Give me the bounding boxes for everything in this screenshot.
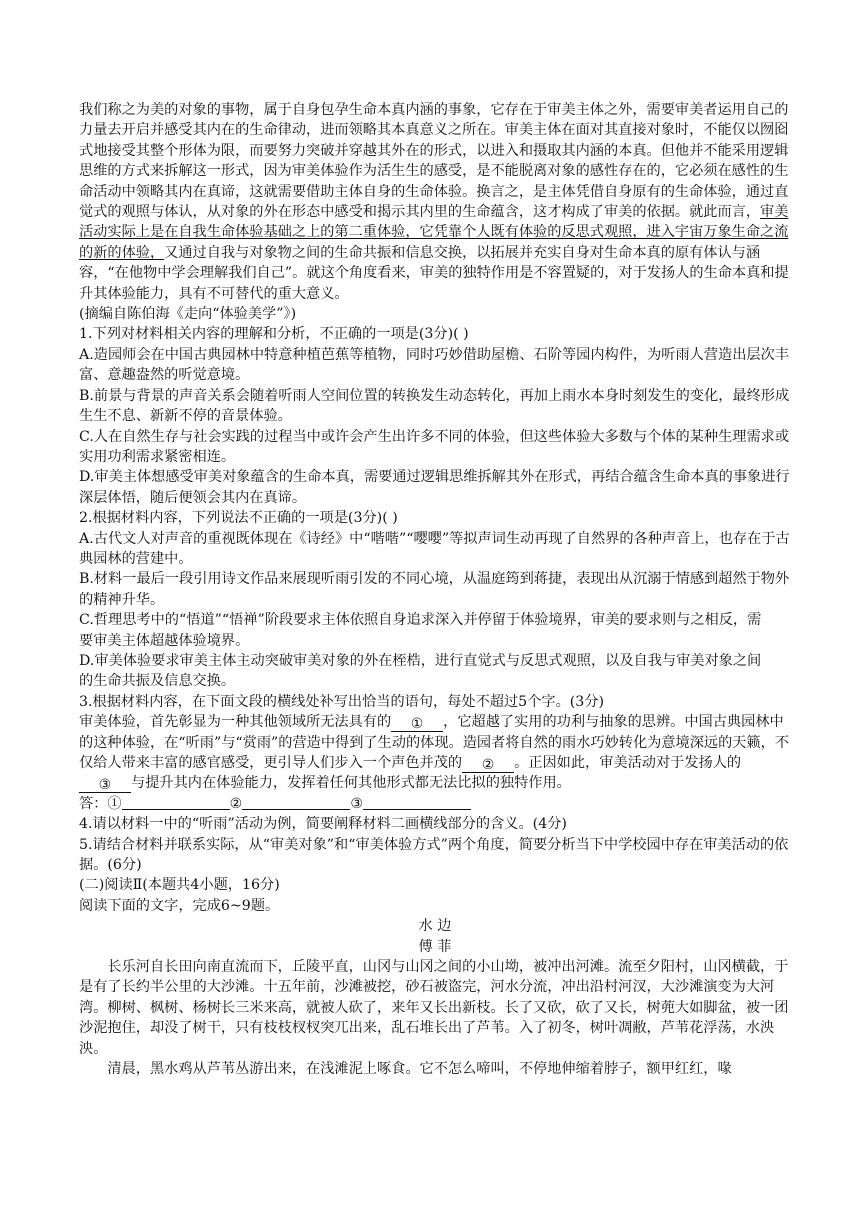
document-page xyxy=(79,100,791,1080)
q3-answer-label: 答： xyxy=(79,795,108,812)
q3-blank-1[interactable]: ① xyxy=(391,717,443,732)
article-paragraph-2: 清晨，黑水鸡从芦苇丛游出来，在浅滩泥上啄食。它不怎么啼叫，不停地伸缩着脖子，额甲红红，喙 xyxy=(107,1061,732,1078)
q2-option-c-line1: C.哲理思考中的“悟道”“悟禅”阶段要求主体依照自身追求深入并停留于体验境界，审美的要求则与之相反，需 xyxy=(79,612,762,629)
question-1: 1.下列对材料相关内容的理解和分析，不正确的一项是(3分)( ) xyxy=(79,326,469,343)
q3-answer-num-2: ② xyxy=(229,795,243,812)
q3-blank-3[interactable]: ③ xyxy=(79,778,131,793)
passage-text-b: 又通过自我与对象物之间的生命共振和信息交换，以拓展并充实自身对生命本真的原有体认与涵容，“在他物中学会理解我们自己”。就这个角度看来，审美的独特作用是不容置疑的，对于发扬人的生命本真和提升其体验能力，具有不可替代的重大意义。 xyxy=(79,244,789,302)
q2-option-c-line2: 要审美主体超越体验境界。 xyxy=(79,632,250,649)
q3-answer-row xyxy=(79,794,791,814)
q3-blank-2[interactable]: ② xyxy=(462,758,514,773)
q3-text-4: 与提升其内在体验能力，发挥着任何其他形式都无法比拟的独特作用。 xyxy=(131,775,571,792)
question-3: 3.根据材料内容，在下面文段的横线处补写出恰当的语句，每处不超过5个字。(3分) xyxy=(79,693,605,710)
q1-option-a: A.造园师会在中国古典园林中特意种植芭蕉等植物，同时巧妙借助屋檐、石阶等园内构件，为听雨人营造出层次丰富、意趣盎然的听觉意境。 xyxy=(79,346,789,384)
q3-text-1: 审美体验，首先彰显为一种其他领域所无法具有的 xyxy=(79,714,392,731)
q2-option-d-line1: D.审美体验要求审美主体主动突破审美对象的外在桎梏，进行直觉式与反思式观照，以及自我与审美对象之间 xyxy=(79,652,762,669)
q3-answer-line-1[interactable] xyxy=(122,795,230,810)
q2-option-b: B.材料一最后一段引用诗文作品来展现听雨引发的不同心境，从温庭筠到蒋捷，表现出从沉溺于情感到超然于物外的精神升华。 xyxy=(79,571,790,608)
passage-paragraph xyxy=(79,100,791,304)
q2-option-d-line2: 的生命共振及信息交换。 xyxy=(79,673,236,690)
article-title: 水 边 xyxy=(418,918,452,935)
question-4: 4.请以材料一中的“听雨”活动为例，简要阐释材料二画横线部分的含义。(4分) xyxy=(79,816,567,833)
q3-passage xyxy=(79,712,791,794)
q3-text-2: ，它超越了实用的功利与抽象的思辨。中国古典园林中的这种体验，在“听雨”与“赏雨”的营造中得到了生动的体现。造园者将自然的雨水巧妙转化为意境深远的天籁，不仅给人带来丰富的感官感受，更引导人们步入一个声色并茂的 xyxy=(79,714,790,771)
q3-answer-num-1: ① xyxy=(107,795,122,812)
section-2-instruction: 阅读下面的文字，完成6~9题。 xyxy=(79,897,280,914)
q2-option-a: A.古代文人对声音的重视既体现在《诗经》中“喈喈”“嘤嘤”等拟声词生动再现了自然界的各种声音上，也存在于古典园林的营建中。 xyxy=(79,530,790,567)
q3-answer-num-3: ③ xyxy=(350,795,364,812)
section-2-heading: (二)阅读Ⅱ(本题共4小题，16分) xyxy=(79,877,280,894)
passage-text-a: 我们称之为美的对象的事物，属于自身包孕生命本真内涵的事象，它存在于审美主体之外，需要审美者运用自己的力量去开启并感受其内在的生命律动，进而领略其本真意义之所在。审美主体在面对其直接对象时，不能仅以囫囵式地接受其整个形体为限，而要努力突破并穿越其外在的形式，以进入和摄取其内涵的本真。但他并不能采用逻辑思维的方式来拆解这一形式，因为审美体验作为活生生的感受，是不能脱离对象的感性存在的，它必须在感性的生命活动中领略其内在真谛，这就需要借助主体自身的生命体验。换言之，是主体凭借自身原有的生命体验，通过直觉式的观照与体认，从对象的外在形态中感受和揭示其内里的生命蕴含，这才构成了审美的依据。就此而言， xyxy=(79,102,789,221)
passage-underlined-text: 审美活动实际上是在自我生命体验基础之上的第二重体验，它凭靠个人既有体验的反思式观照，进入宇宙万象生命之流的新的体验， xyxy=(79,204,789,261)
q1-option-b: B.前景与背景的声音关系会随着听雨人空间位置的转换发生动态转化，再加上雨水本身时刻发生的变化，最终形成生生不息、新新不停的音景体验。 xyxy=(79,387,790,425)
article-paragraph-1: 长乐河自长田向南直流而下，丘陵平直，山冈与山冈之间的小山坳，被冲出河滩。流至夕阳村，山冈横截，于是有了长约半公里的大沙滩。十五年前，沙滩被挖，砂石被盗完，河水分流，冲出沿村河汊，大沙滩演变为大河湾。柳树、枫树、杨树长三米来高，就被人砍了，来年又长出新枝。长了又砍，砍了又长，树蔸大如脚盆，被一团沙泥抱住，却没了树干，只有枝枝杈杈突兀出来，乱石堆长出了芦苇。入了初冬，树叶凋敝，芦苇花浮荡，水泱泱。 xyxy=(79,959,789,1057)
question-5: 5.请结合材料并联系实际，从“审美对象”和“审美体验方式”两个角度，简要分析当下中学校园中存在审美活动的依据。(6分) xyxy=(79,836,789,874)
article-author: 傅 菲 xyxy=(418,938,452,955)
passage-source: (摘编自陈伯海《走向“体验美学”》) xyxy=(79,306,297,323)
q3-answer-line-3[interactable] xyxy=(363,795,471,810)
question-2: 2.根据材料内容，下列说法不正确的一项是(3分)( ) xyxy=(79,510,398,527)
q1-option-d: D.审美主体想感受审美对象蕴含的生命本真，需要通过逻辑思维拆解其外在形式，再结合蕴含生命本真的事象进行深层体悟，随后便领会其内在真谛。 xyxy=(79,469,790,506)
q3-answer-line-2[interactable] xyxy=(242,795,350,810)
q1-option-c: C.人在自然生存与社会实践的过程当中或许会产生出许多不同的体验，但这些体验大多数与个体的某种生理需求或实用功利需求紧密相连。 xyxy=(79,428,790,465)
q3-text-3: 。正因如此，审美活动对于发扬人的 xyxy=(514,755,742,771)
